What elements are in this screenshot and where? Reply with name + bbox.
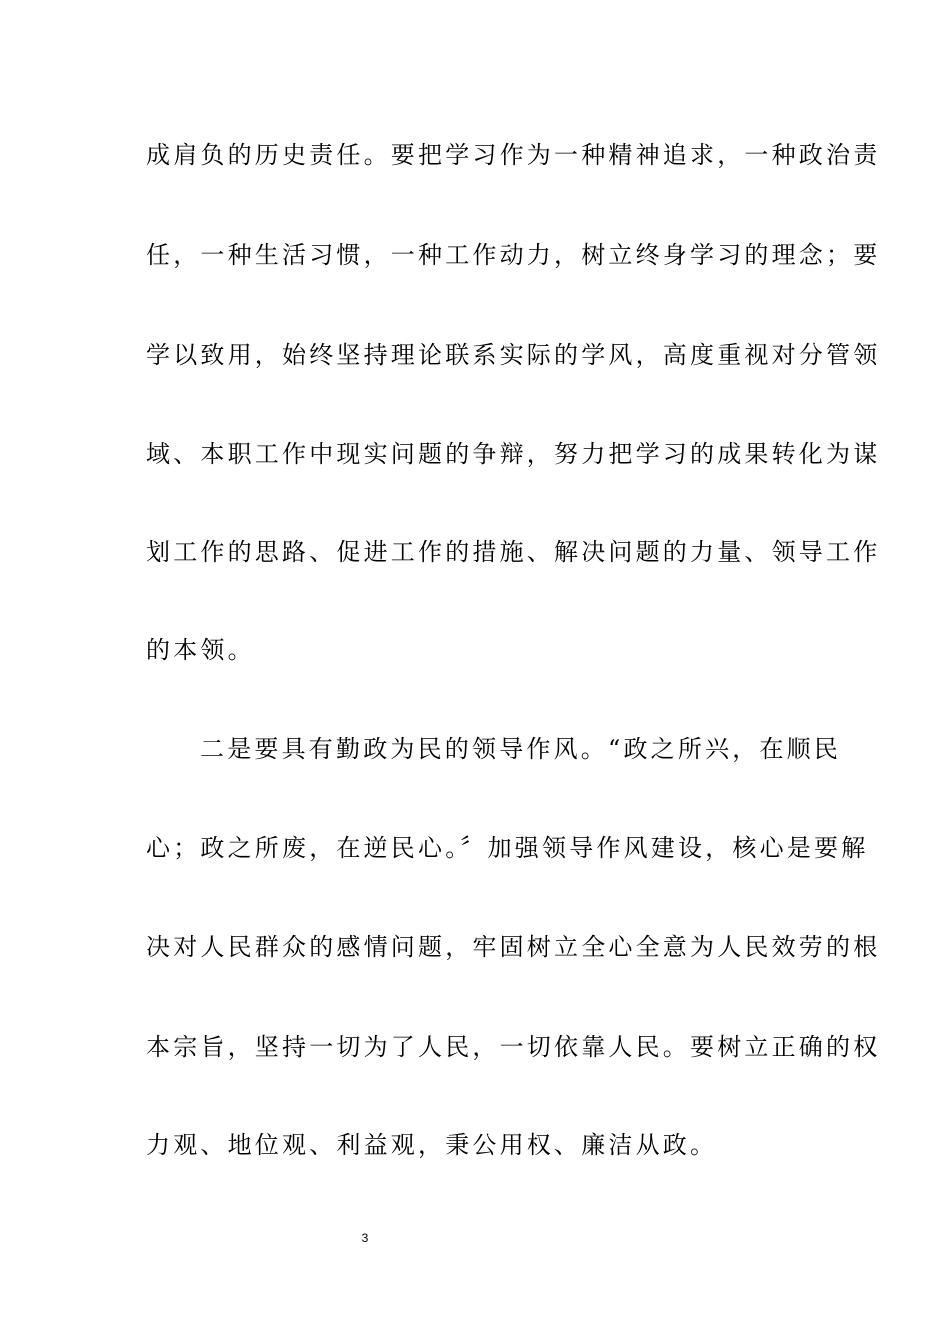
paragraph-line-6: 的本领。 [146, 636, 255, 664]
page-number: 3 [361, 1231, 369, 1245]
paragraph-line-4: 域、本职工作中现实问题的争辩，努力把学习的成果转化为谋 [146, 440, 881, 468]
paragraph-line-7: 二是要具有勤政为民的领导作风。“政之所兴，在顺民 [200, 735, 842, 763]
paragraph-line-3: 学以致用，始终坚持理论联系实际的学风，高度重视对分管领 [146, 341, 881, 369]
paragraph-line-2: 任，一种生活习惯，一种工作动力，树立终身学习的理念；要 [146, 241, 881, 269]
paragraph-line-5: 划工作的思路、促进工作的措施、解决问题的力量、领导工作 [146, 538, 881, 566]
paragraph-line-9: 决对人民群众的感情问题，牢固树立全心全意为人民效劳的根 [146, 933, 881, 961]
paragraph-line-11: 力观、地位观、利益观，秉公用权、廉洁从政。 [146, 1131, 718, 1159]
paragraph-line-1: 成肩负的历史责任。要把学习作为一种精神追求，一种政治责 [146, 141, 881, 169]
paragraph-line-8: 心；政之所废，在逆民心。〞加强领导作风建设，核心是要解 [146, 834, 869, 862]
paragraph-line-10: 本宗旨，坚持一切为了人民，一切依靠人民。要树立正确的权 [146, 1033, 881, 1061]
